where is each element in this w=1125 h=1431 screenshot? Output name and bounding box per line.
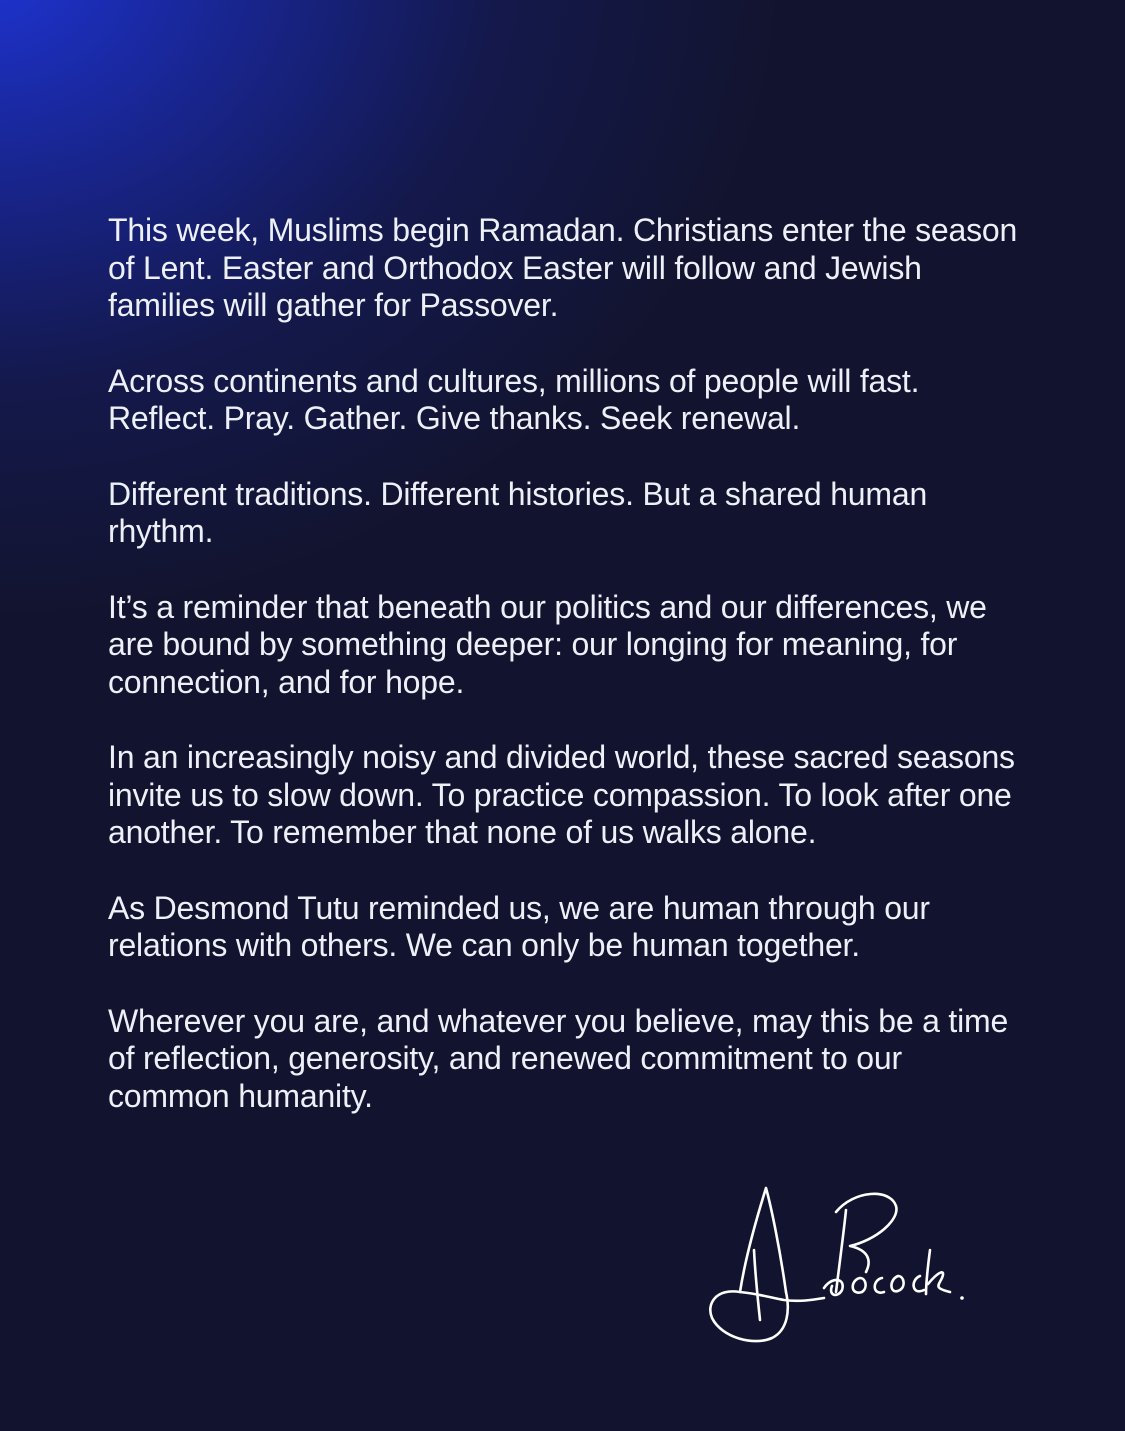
paragraph-6: As Desmond Tutu reminded us, we are human through our relations with others. We can only be human together. <box>108 889 930 963</box>
paragraph-3: Different traditions. Different histories. But a shared human rhythm. <box>108 475 928 549</box>
handwritten-signature <box>700 1180 975 1350</box>
paragraph-2: Across continents and cultures, millions of people will fast. Reflect. Pray. Gather. Give thanks. Seek renewal. <box>108 362 920 436</box>
paragraph-7: Wherever you are, and whatever you believe, may this be a time of reflection, generosity, and renewed commitment to our common humanity. <box>108 1002 1009 1114</box>
letter-body <box>108 212 1028 1115</box>
paragraph-4: It’s a reminder that beneath our politics and our differences, we are bound by something deeper: our longing for meaning, for connection, and for hope. <box>108 588 987 700</box>
paragraph-1: This week, Muslims begin Ramadan. Christians enter the season of Lent. Easter and Orthodox Easter will follow and Jewish families will gather for Passover. <box>108 212 1018 323</box>
paragraph-5: In an increasingly noisy and divided world, these sacred seasons invite us to slow down. To practice compassion. To look after one another. To remember that none of us walks alone. <box>108 739 1015 850</box>
